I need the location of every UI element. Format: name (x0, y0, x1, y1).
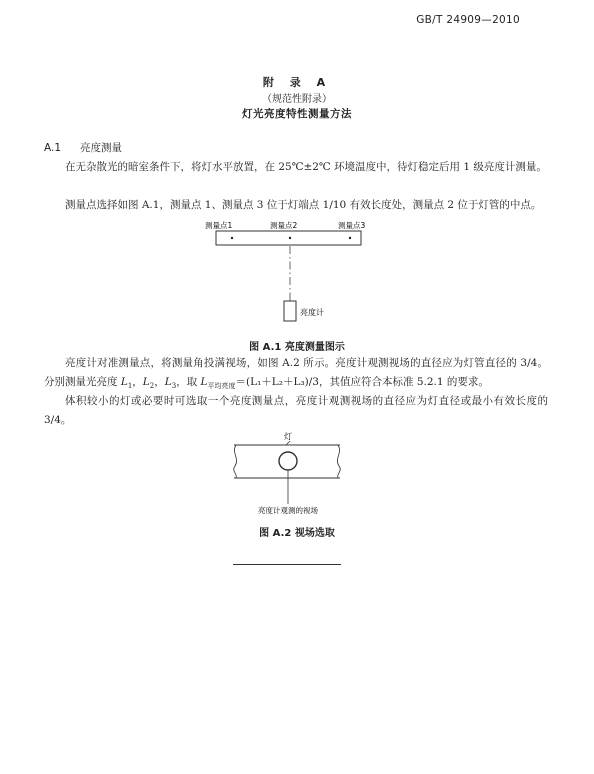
break-right (337, 445, 340, 478)
point3-dot (349, 237, 351, 239)
figure-a2-caption: 图 A.2 视场选取 (259, 528, 335, 539)
paragraph-measurement (44, 354, 548, 396)
meter-label: 亮度计 (300, 308, 324, 317)
var-l2: L (142, 376, 150, 388)
appendix-type: （规范性附录） (262, 94, 332, 105)
section-title: 亮度测量 (80, 142, 122, 154)
figure-a1-caption: 图 A.1 亮度测量图示 (249, 342, 345, 353)
paragraph-points: 测量点选择如图 A.1，测量点 1、测量点 3 位于灯端点 1/10 有效长度处，测量点 2 位于灯管的中点。 (65, 199, 542, 211)
luminance-meter (284, 301, 296, 321)
section-number: A.1 (44, 142, 62, 154)
paragraph-small-lamp: 体积较小的灯或必要时可选取一个亮度测量点，亮度计观测视场的直径应为灯直径或最小有效长度的 3/4。 (44, 395, 548, 426)
field-label: 亮度计观测的视场 (258, 506, 318, 515)
sub-2: 2 (149, 382, 155, 391)
sub-avg: 平均亮度 (207, 382, 236, 391)
sub-3: 3 (171, 382, 177, 391)
lamp-leader (286, 441, 290, 445)
appendix-title: 附 录 A (262, 76, 332, 89)
lamp-tube (216, 231, 361, 245)
lamp-label: 灯 (284, 432, 292, 441)
field-of-view-circle (279, 452, 297, 470)
take-text: ，取 (176, 376, 201, 388)
var-l1: L (120, 376, 128, 388)
var-lavg: L (200, 376, 208, 388)
standard-code: GB/T 24909—2010 (416, 14, 520, 26)
p3-text: 亮度计对准测量点，将测量角投满视场，如图 A.2 所示。亮度计观测视场的直径应为灯管直径的 3/4。分别测量光亮度 (44, 357, 548, 388)
point1-dot (231, 237, 233, 239)
point3-label: 测量点3 (338, 221, 366, 230)
end-rule (233, 564, 341, 565)
formula-text: ＝(L₁＋L₂＋L₃)/3，其值应符合本标准 5.2.1 的要求。 (235, 376, 489, 388)
point1-label: 测量点1 (205, 221, 233, 230)
var-l3: L (164, 376, 172, 388)
point2-dot (289, 237, 291, 239)
sub-1: 1 (127, 382, 133, 391)
break-left (234, 445, 237, 478)
sep-2: ， (154, 376, 165, 388)
point2-label: 测量点2 (270, 221, 298, 230)
sep-1: ， (132, 376, 143, 388)
paragraph-conditions: 在无杂散光的暗室条件下，将灯水平放置，在 25℃±2℃ 环境温度中，待灯稳定后用 1 级亮度计测量。 (65, 161, 547, 173)
appendix-name: 灯光亮度特性测量方法 (242, 108, 352, 120)
